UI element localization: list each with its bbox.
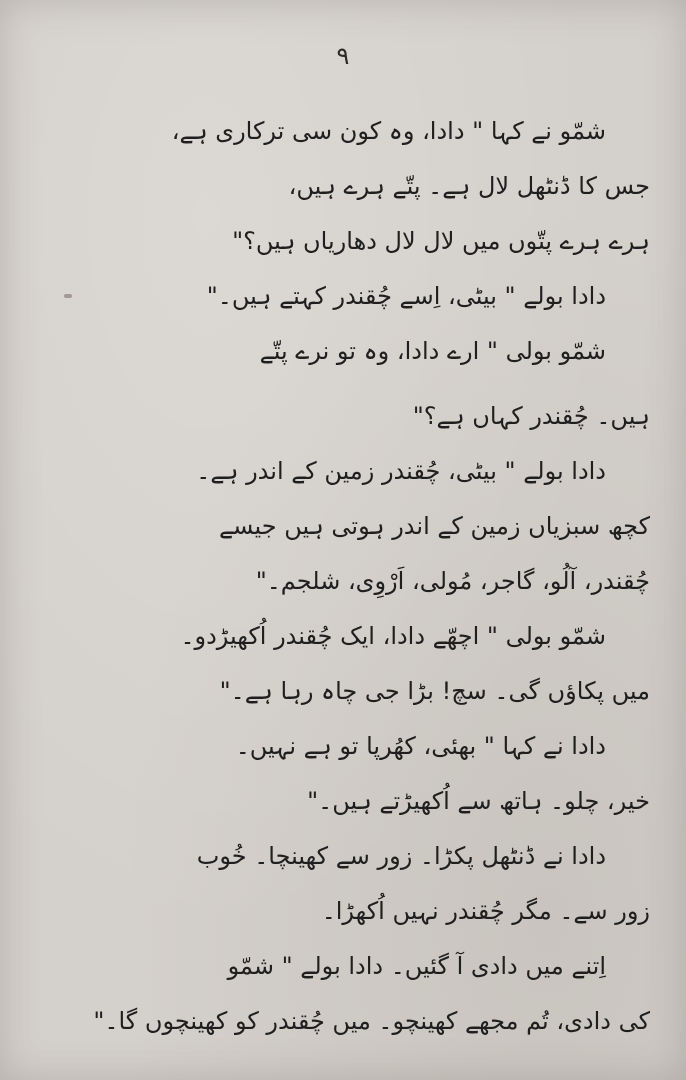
text-line: شمّو بولی " ارے دادا، وہ تو نرے پتّے [259, 337, 606, 365]
text-line: شمّو نے کہا " دادا، وہ کون سی ترکاری ہے، [171, 117, 606, 145]
text-line: زور سے۔ مگر چُقندر نہیں اُکھڑا۔ [321, 897, 650, 925]
page-text [44, 104, 650, 1049]
text-line: جس کا ڈنٹھل لال ہے۔ پتّے ہرے ہیں، [288, 172, 650, 200]
text-line: شمّو بولی " اچھّے دادا، ایک چُقندر اُکھیڑدو۔ [180, 622, 606, 650]
text-line: کچھ سبزیاں زمین کے اندر ہوتی ہیں جیسے [219, 512, 650, 540]
text-line: دادا بولے " بیٹی، چُقندر زمین کے اندر ہے۔ [196, 457, 606, 485]
text-line: چُقندر، آلُو، گاجر، مُولی، اَرْوِی، شلجم۔" [255, 567, 650, 595]
page-number: ۹ [336, 42, 350, 70]
text-line: دادا بولے " بیٹی، اِسے چُقندر کہتے ہیں۔" [206, 282, 606, 310]
text-line: ہرے ہرے پتّوں میں لال لال دھاریاں ہیں؟" [232, 227, 650, 255]
text-line: اِتنے میں دادی آ گئیں۔ دادا بولے " شمّو [227, 952, 606, 980]
text-line: ہیں۔ چُقندر کہاں ہے؟" [412, 402, 650, 430]
text-line: میں پکاؤں گی۔ سچ! بڑا جی چاہ رہا ہے۔" [219, 677, 650, 705]
text-line: دادا نے کہا " بھئی، کھُرپا تو ہے نہیں۔ [235, 732, 606, 760]
text-line: کی دادی، تُم مجھے کھینچو۔ میں چُقندر کو کھینچوں گا۔" [93, 1007, 650, 1035]
text-line: دادا نے ڈنٹھل پکڑا۔ زور سے کھینچا۔ خُوب [196, 842, 606, 870]
text-line: خیر، چلو۔ ہاتھ سے اُکھیڑتے ہیں۔" [307, 787, 650, 815]
